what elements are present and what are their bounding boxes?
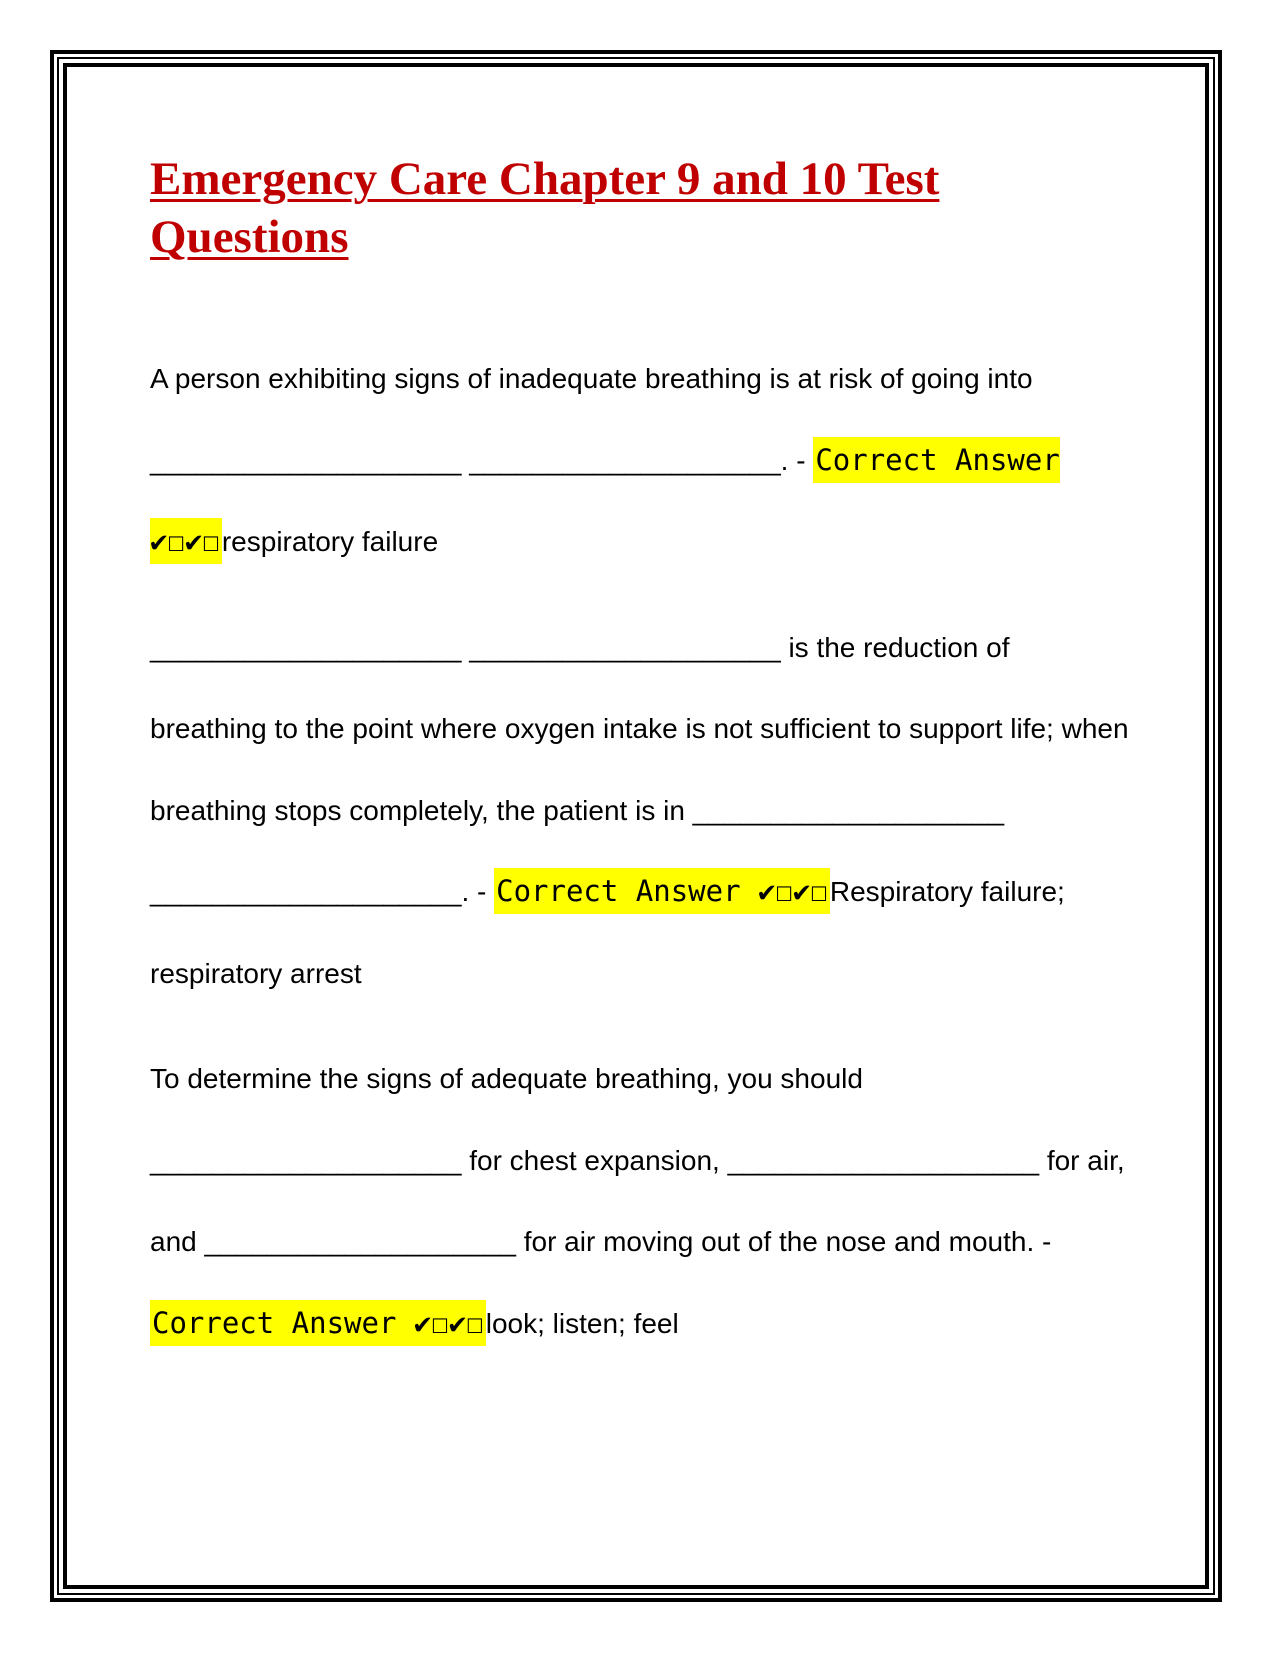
answer-text: Respiratory failure; respiratory arrest bbox=[150, 876, 1065, 989]
correct-answer-label: Correct Answer ✔☐✔☐ bbox=[150, 1300, 486, 1346]
question-block bbox=[150, 338, 1130, 583]
document-body bbox=[150, 150, 1130, 1364]
document-title: Emergency Care Chapter 9 and 10 Test Questions bbox=[150, 153, 940, 263]
question-text: ____________________ ____________________ is the reduction of breathing to the point where oxygen intake is not sufficient to support life; when breathing stops completely, the patient is in ____________________ ____________________. - bbox=[150, 631, 1129, 907]
answer-text: respiratory failure bbox=[221, 526, 439, 557]
question-block bbox=[150, 1038, 1130, 1364]
question-block bbox=[150, 607, 1130, 1015]
answer-text: look; listen; feel bbox=[485, 1307, 679, 1339]
correct-answer-label: Correct Answer ✔☐✔☐ bbox=[494, 868, 830, 914]
question-text: To determine the signs of adequate breathing, you should ____________________ for chest expansion, ____________________ for air, and ____________________ for air moving out of the nose and mouth. - bbox=[150, 1063, 1125, 1257]
question-text: A person exhibiting signs of inadequate breathing is at risk of going into ____________________ ____________________. - bbox=[150, 363, 1033, 476]
correct-answer-label: Correct Answer ✔☐✔☐ bbox=[150, 437, 1060, 565]
